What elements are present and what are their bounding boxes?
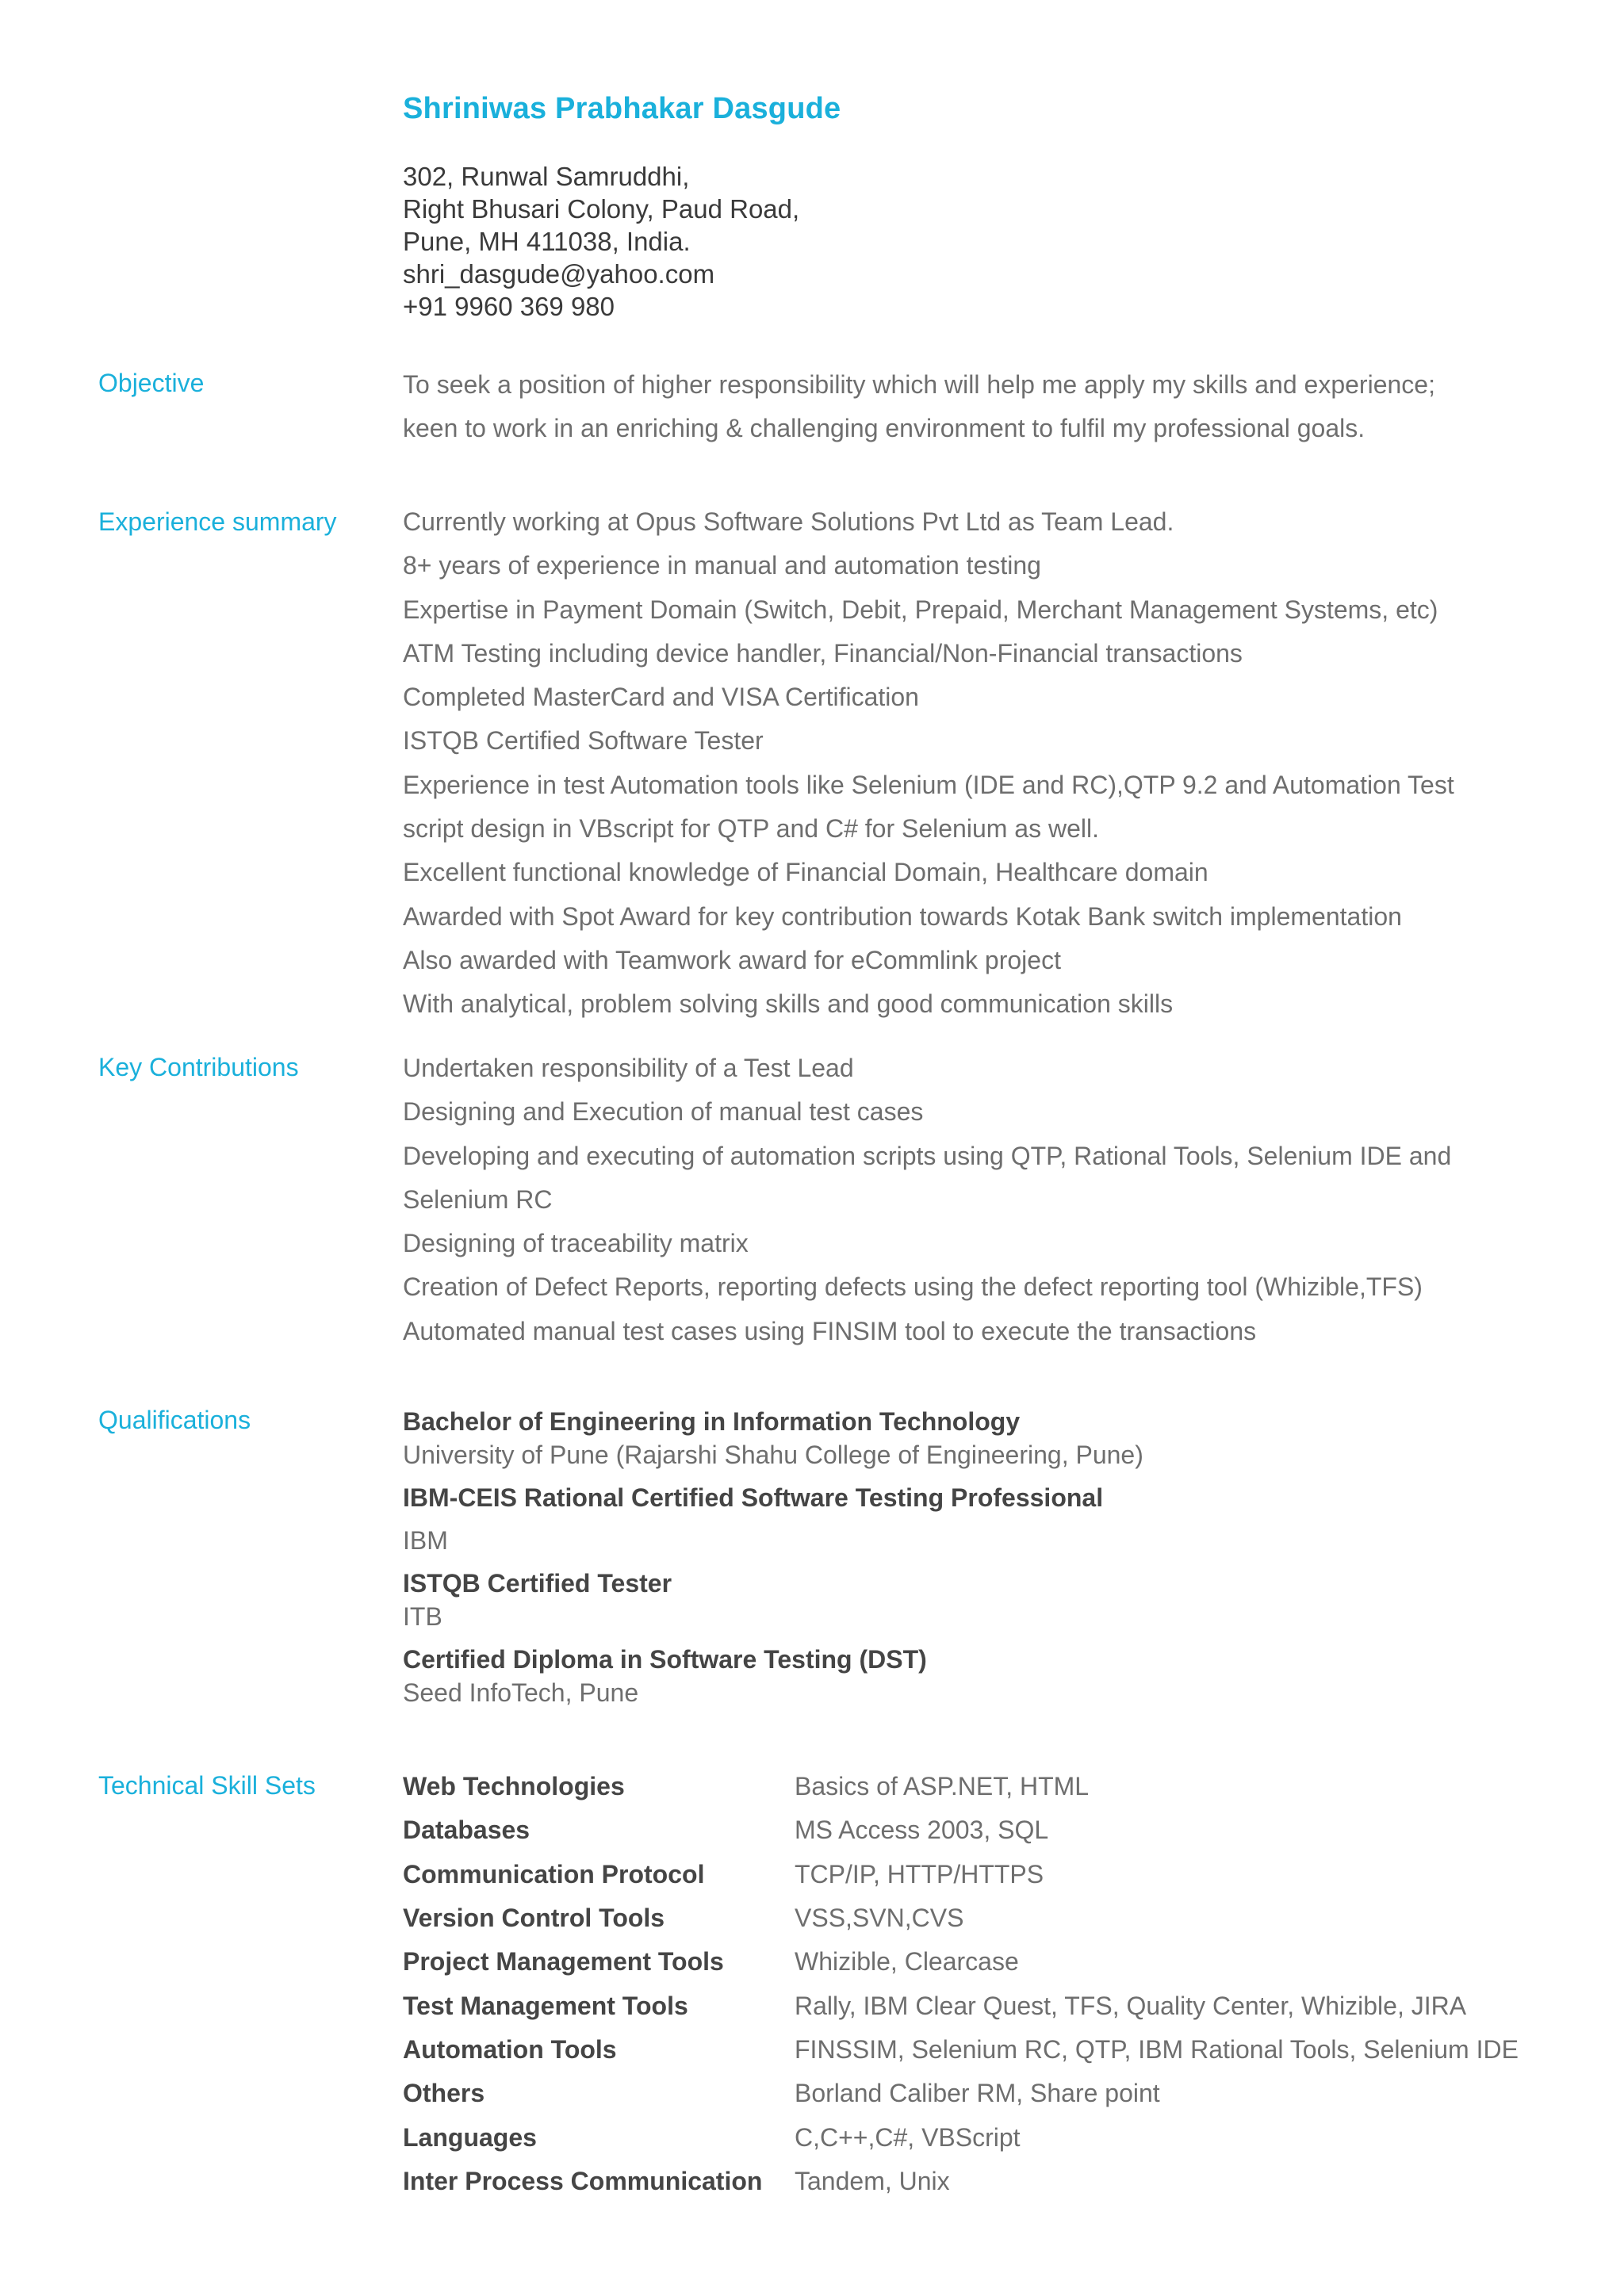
qualification-title: IBM-CEIS Rational Certified Software Testing Professional xyxy=(403,1483,1104,1512)
skill-row xyxy=(403,2160,1576,2203)
contributions-section xyxy=(403,1047,1576,1353)
skill-value: VSS,SVN,CVS xyxy=(795,1904,964,1933)
skill-value: Rally, IBM Clear Quest, TFS, Quality Center, Whizible, JIRA xyxy=(795,1991,1467,2020)
skill-value: C,C++,C#, VBScript xyxy=(795,2122,1021,2152)
skill-category: Web Technologies xyxy=(403,1772,625,1801)
experience-item: ISTQB Certified Software Tester xyxy=(403,726,764,756)
experience-item: Currently working at Opus Software Solutions Pvt Ltd as Team Lead. xyxy=(403,507,1174,536)
experience-item: Completed MasterCard and VISA Certification xyxy=(403,683,919,712)
qualification-institution: Seed InfoTech, Pune xyxy=(403,1678,639,1707)
qualification-institution: University of Pune (Rajarshi Shahu College of Engineering, Pune) xyxy=(403,1441,1143,1469)
contact-block xyxy=(403,160,799,323)
skill-row xyxy=(403,1853,1576,1896)
qualification-institution: IBM xyxy=(403,1526,448,1555)
experience-item: Experience in test Automation tools like Selenium (IDE and RC),QTP 9.2 and Automation Test xyxy=(403,770,1454,799)
contribution-item: Developing and executing of automation scripts using QTP, Rational Tools, Selenium IDE and xyxy=(403,1141,1452,1170)
objective-section xyxy=(403,363,1576,451)
skill-category: Inter Process Communication xyxy=(403,2166,763,2195)
skill-category: Others xyxy=(403,2079,485,2108)
skill-value: Basics of ASP.NET, HTML xyxy=(795,1772,1090,1801)
contribution-item: Designing and Execution of manual test cases xyxy=(403,1097,924,1127)
skill-category: Languages xyxy=(403,2122,537,2152)
qualifications-label: Qualifications xyxy=(98,1406,251,1434)
experience-item: 8+ years of experience in manual and automation testing xyxy=(403,551,1041,580)
skill-row xyxy=(403,2115,1576,2159)
skill-value: Tandem, Unix xyxy=(795,2166,950,2195)
skill-value: FINSSIM, Selenium RC, QTP, IBM Rational Tools, Selenium IDE xyxy=(795,2034,1519,2064)
contribution-item: Designing of traceability matrix xyxy=(403,1229,749,1258)
skill-value: TCP/IP, HTTP/HTTPS xyxy=(795,1859,1044,1888)
contribution-item: Creation of Defect Reports, reporting defects using the defect reporting tool (Whizible,TFS) xyxy=(403,1272,1423,1302)
candidate-name: Shriniwas Prabhakar Dasgude xyxy=(403,92,841,125)
address-line: 302, Runwal Samruddhi, xyxy=(403,162,690,191)
skill-row xyxy=(403,1808,1576,1852)
skill-category: Project Management Tools xyxy=(403,1947,724,1976)
skills-table xyxy=(403,1765,1576,2203)
skill-value: MS Access 2003, SQL xyxy=(795,1816,1049,1845)
skill-category: Databases xyxy=(403,1816,530,1845)
skill-row xyxy=(403,1984,1576,2027)
experience-item: script design in VBscript for QTP and C# for Selenium as well. xyxy=(403,814,1099,844)
qualification-item xyxy=(403,1405,1576,1471)
contribution-item: Selenium RC xyxy=(403,1184,553,1214)
contribution-item: Automated manual test cases using FINSIM tool to execute the transactions xyxy=(403,1316,1257,1345)
skill-value: Borland Caliber RM, Share point xyxy=(795,2079,1160,2108)
skill-row xyxy=(403,1896,1576,1940)
qualification-institution: ITB xyxy=(403,1602,442,1631)
skill-value: Whizible, Clearcase xyxy=(795,1947,1019,1976)
experience-item: ATM Testing including device handler, Financial/Non-Financial transactions xyxy=(403,638,1243,668)
experience-item: Excellent functional knowledge of Financial Domain, Healthcare domain xyxy=(403,858,1208,887)
experience-item: Also awarded with Teamwork award for eCommlink project xyxy=(403,945,1061,974)
experience-label: Experience summary xyxy=(98,507,337,536)
skill-category: Automation Tools xyxy=(403,2034,617,2064)
address-line: Pune, MH 411038, India. xyxy=(403,227,691,256)
experience-section xyxy=(403,500,1576,1027)
objective-line: To seek a position of higher responsibility which will help me apply my skills and experience; xyxy=(403,370,1435,399)
experience-item: Awarded with Spot Award for key contribution towards Kotak Bank switch implementation xyxy=(403,901,1402,931)
skill-row xyxy=(403,1765,1576,1808)
skill-row xyxy=(403,1940,1576,1984)
qualifications-section xyxy=(403,1405,1576,1709)
qualification-title: ISTQB Certified Tester xyxy=(403,1569,672,1598)
skill-category: Version Control Tools xyxy=(403,1904,665,1933)
qualification-item xyxy=(403,1643,1576,1709)
skill-category: Communication Protocol xyxy=(403,1859,705,1888)
skill-category: Test Management Tools xyxy=(403,1991,688,2020)
address-line: Right Bhusari Colony, Paud Road, xyxy=(403,194,800,224)
contribution-item: Undertaken responsibility of a Test Lead xyxy=(403,1054,854,1082)
qualification-item xyxy=(403,1481,1576,1557)
qualification-item xyxy=(403,1567,1576,1633)
qualification-title: Bachelor of Engineering in Information Technology xyxy=(403,1407,1021,1436)
experience-item: Expertise in Payment Domain (Switch, Debit, Prepaid, Merchant Management Systems, etc) xyxy=(403,595,1438,624)
objective-label: Objective xyxy=(98,369,205,397)
phone-text: +91 9960 369 980 xyxy=(403,292,615,321)
qualification-title: Certified Diploma in Software Testing (DST) xyxy=(403,1645,927,1674)
email-text: shri_dasgude@yahoo.com xyxy=(403,259,715,289)
objective-line: keen to work in an enriching & challenging environment to fulfil my professional goals. xyxy=(403,414,1365,443)
skill-row xyxy=(403,2072,1576,2115)
contributions-label: Key Contributions xyxy=(98,1053,299,1081)
skill-row xyxy=(403,2028,1576,2072)
skills-label: Technical Skill Sets xyxy=(98,1771,316,1800)
experience-item: With analytical, problem solving skills and good communication skills xyxy=(403,989,1174,1019)
